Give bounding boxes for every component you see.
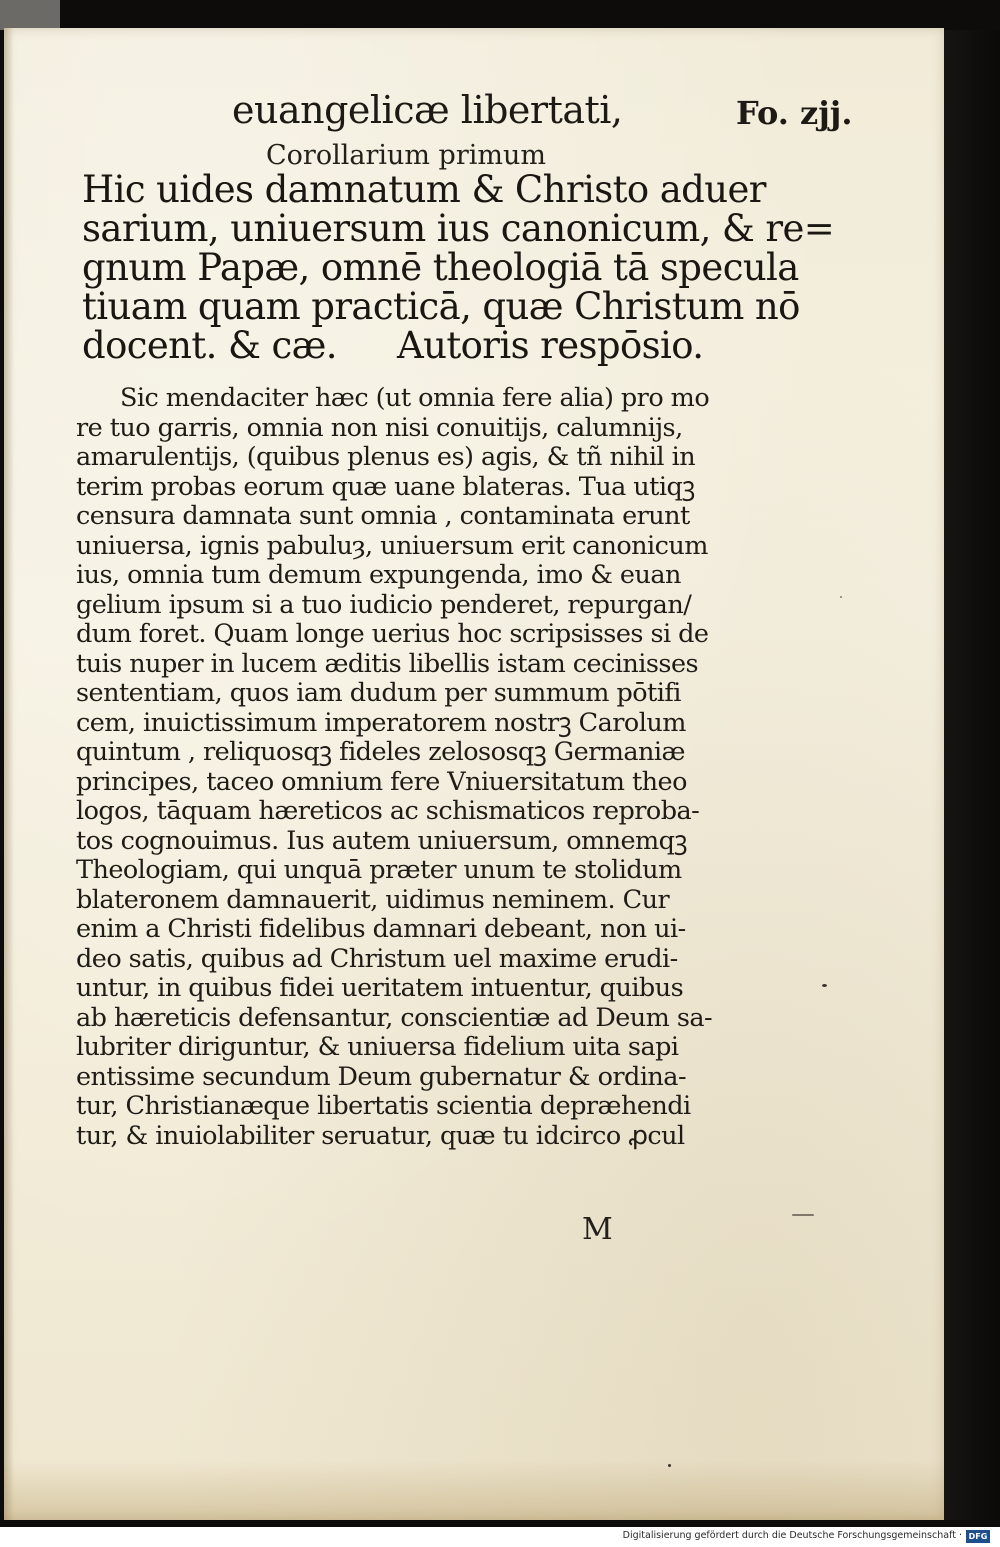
body-line: censura damnata sunt omnia , contaminata erunt [76,501,690,531]
body-line: principes, taceo omnium fere Vniuersitatum theo [76,766,687,797]
body-line: amarulentijs, (quibus plenus es) agis, & tñ nihil in [76,442,696,472]
body-line: enim a Christi fidelibus damnari debeant, non ui- [76,914,686,944]
body-line: tur, & inuiolabiliter seruatur, quæ tu idcirco ꝓcul [76,1120,685,1151]
body-line: untur, in quibus fidei ueritatem intuentur, quibus [76,973,684,1003]
body-line: uniuersa, ignis pabuluȝ, uniuersum erit canonicum [76,530,708,561]
body-line: entissime secundum Deum gubernatur & ordina- [76,1061,687,1092]
body-paragraph [76,384,716,1151]
heading-line: sarium, uniuersum ius canonicum, & re= [82,207,835,250]
ink-speck [822,984,827,987]
body-line: re tuo garris, omnia non nisi conuitijs, calumnijs, [76,412,683,443]
body-line: quintum , reliquosqꝫ fideles zelososqꝫ Germaniæ [76,737,685,767]
body-line: logos, tāquam hæreticos ac schismaticos reproba- [76,796,700,826]
heading-line: tiuam quam practicā, quæ Christum nō [82,285,800,328]
response-label: Autoris respōsio. [396,324,704,367]
body-line: cem, inuictissimum imperatorem nostrꝫ Carolum [76,707,686,738]
page-stain [4,1460,944,1520]
ink-speck [840,596,842,598]
body-line: gelium ipsum si a tuo iudicio penderet, repurgan/ [76,589,692,620]
running-head: euangelicæ libertati, [232,88,623,132]
body-line: ab hæreticis defensantur, conscientiæ ad Deum sa- [76,1002,713,1033]
folio-number: Fo. zjj. [736,94,853,132]
scan-corner-shadow [0,0,60,30]
body-line: sententiam, quos iam dudum per summum pōtifi [76,678,681,708]
body-line: Sic mendaciter hæc (ut omnia fere alia) pro mo [120,383,710,413]
body-line: tos cognouimus. Ius autem uniuersum, omnemqꝫ [76,825,687,856]
heading-paragraph [82,168,835,367]
body-line: terim probas eorum quæ uane blateras. Tua utiqꝫ [76,471,695,502]
ink-speck [668,1464,671,1467]
heading-line-end: docent. & cæ. [82,324,337,367]
footer-bar [0,1527,1000,1547]
heading-line: Hic uides damnatum & Christo aduer [82,168,766,211]
corollary-title: Corollarium primum [266,140,546,171]
heading-line: gnum Papæ, omnē theologiā tā specula [82,246,799,289]
book-page [4,28,944,1520]
body-line: blateronem damnauerit, uidimus neminem. Cur [76,884,670,915]
body-line: deo satis, quibus ad Christum uel maxime erudi- [76,943,678,974]
body-line: tur, Christianæque libertatis scientia depræhendi [76,1091,691,1121]
body-line: tuis nuper in lucem æditis libellis istam cecinisses [76,648,699,679]
ink-speck [792,1214,814,1216]
dfg-logo-icon: DFG [966,1530,990,1543]
footer-credit: Digitalisierung gefördert durch die Deutsche Forschungsgemeinschaft · [622,1530,962,1541]
body-line: Theologiam, qui unquā præter unum te stolidum [76,855,682,885]
body-line: dum foret. Quam longe uerius hoc scripsisses si de [76,619,709,649]
page-edge-shadow [4,28,14,1520]
body-line: ius, omnia tum demum expungenda, imo & euan [76,560,681,590]
body-line: lubriter diriguntur, & uniuersa fidelium uita sapi [76,1032,679,1062]
heading-line-last [82,326,722,365]
signature-mark: M [582,1212,613,1247]
